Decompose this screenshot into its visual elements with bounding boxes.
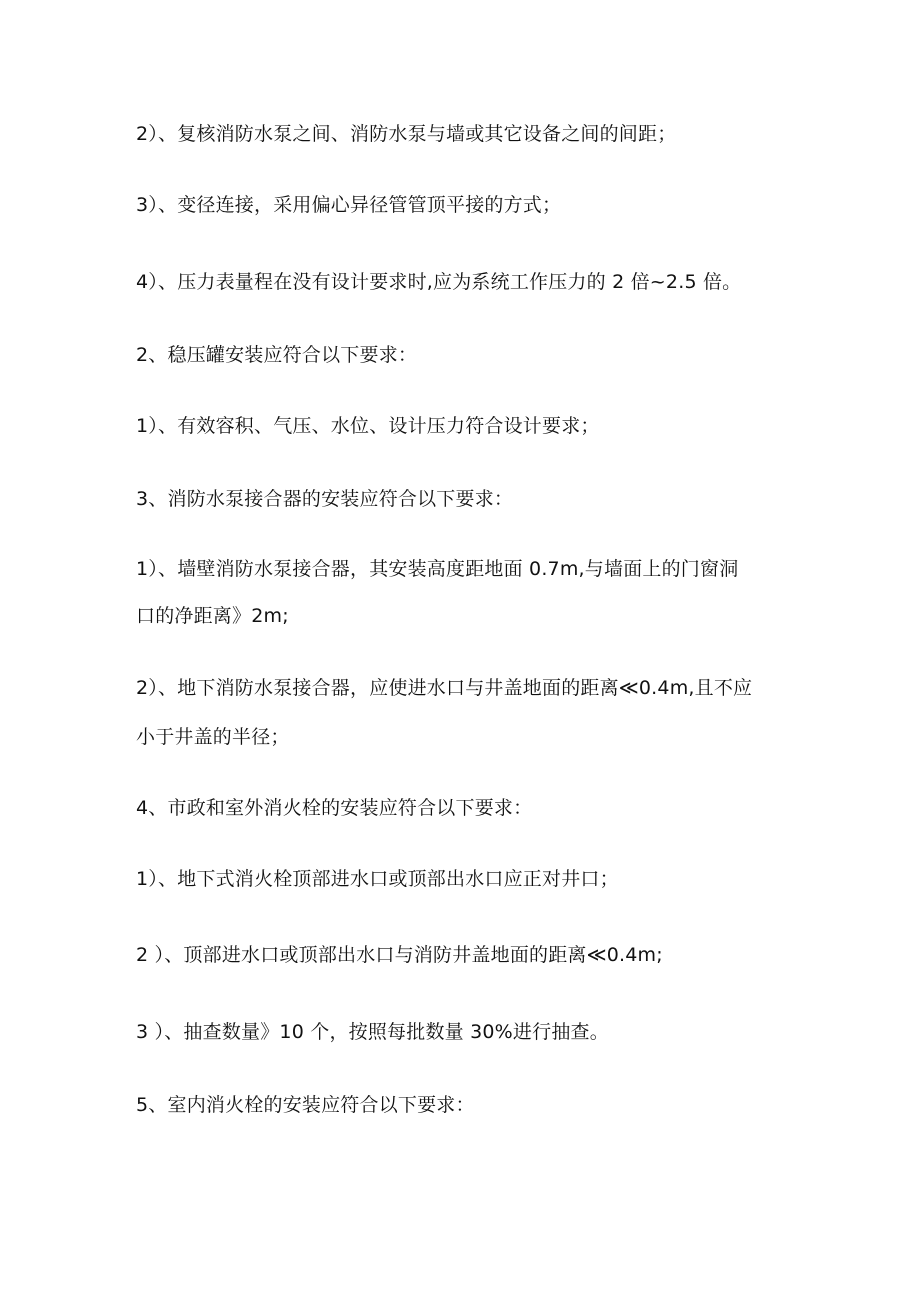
text-line: 3、消防水泵接合器的安装应符合以下要求：	[136, 488, 514, 510]
text-line: 3）、变径连接，采用偏心异径管管顶平接的方式；	[136, 194, 562, 216]
text-line: 2、稳压罐安装应符合以下要求：	[136, 344, 418, 366]
text-line: 1）、有效容积、气压、水位、设计压力符合设计要求；	[136, 415, 600, 437]
text-line: 小于井盖的半径；	[136, 726, 290, 748]
text-line: 5、室内消火栓的安装应符合以下要求：	[136, 1094, 475, 1116]
text-line: 4、市政和室外消火栓的安装应符合以下要求：	[136, 797, 533, 819]
text-line: 2）、复核消防水泵之间、消防水泵与墙或其它设备之间的间距；	[136, 123, 677, 145]
text-line: 4）、压力表量程在没有设计要求时,应为系统工作压力的 2 倍~2.5 倍。	[136, 271, 742, 293]
text-line: 2）、地下消防水泵接合器，应使进水口与井盖地面的距离≪0.4m,且不应	[136, 677, 753, 699]
text-line: 1）、墙壁消防水泵接合器，其安装高度距地面 0.7m,与墙面上的门窗洞	[136, 558, 739, 580]
text-line: 口的净距离》2m;	[136, 605, 289, 627]
text-line: 1）、地下式消火栓顶部进水口或顶部出水口应正对井口；	[136, 868, 619, 890]
text-line: 2 ）、顶部进水口或顶部出水口与消防井盖地面的距离≪0.4m;	[136, 944, 663, 966]
text-line: 3 ）、抽查数量》10 个，按照每批数量 30%进行抽查。	[136, 1021, 609, 1043]
